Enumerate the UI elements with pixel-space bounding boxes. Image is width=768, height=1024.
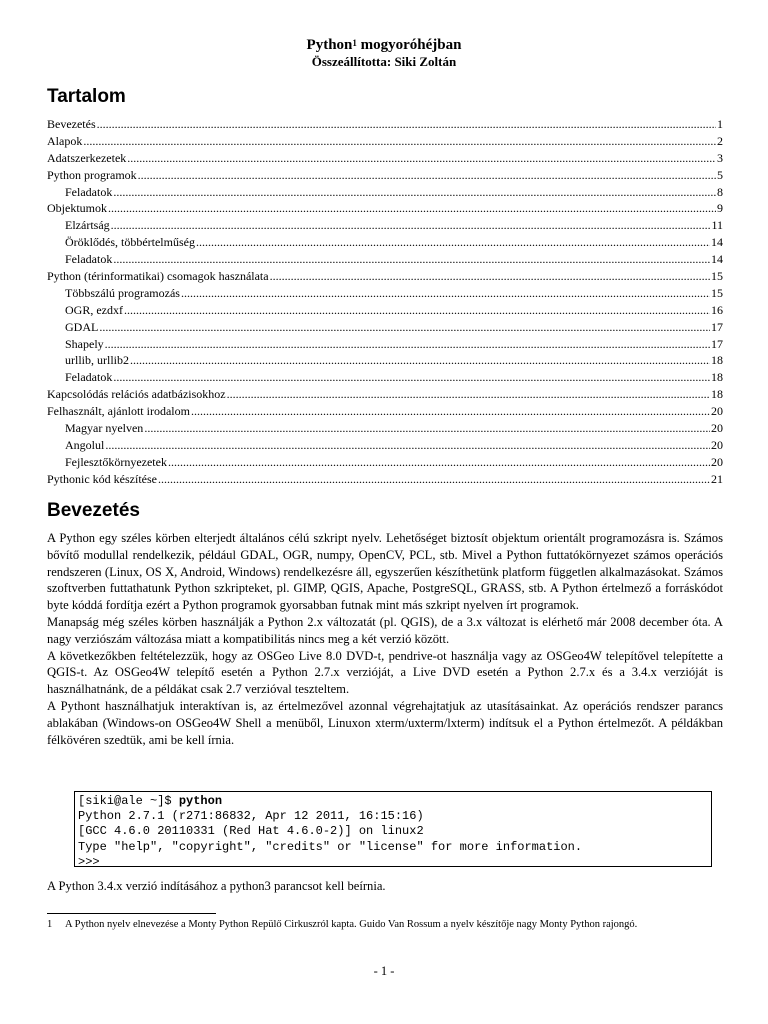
toc-entry-label: urllib, urllib2 bbox=[65, 353, 129, 368]
footnote-divider bbox=[47, 913, 216, 914]
footnote bbox=[47, 918, 723, 932]
toc-entry-label: Magyar nyelven bbox=[65, 421, 144, 436]
toc-entry-page: 16 bbox=[711, 302, 723, 317]
toc-entry-page: 15 bbox=[711, 269, 723, 284]
toc-entry-label: Feladatok bbox=[65, 184, 113, 199]
toc-entry-label: Feladatok bbox=[65, 370, 113, 385]
toc-entry-page: 20 bbox=[711, 437, 723, 452]
toc-entry-label: Fejlesztőkörnyezetek bbox=[65, 454, 167, 469]
toc-entry[interactable] bbox=[47, 386, 723, 403]
toc-dot-leader bbox=[158, 471, 710, 488]
code-line: Type "help", "copyright", "credits" or "license" for more information. bbox=[78, 839, 583, 854]
toc-entry-label: Feladatok bbox=[65, 252, 113, 267]
toc-dot-leader bbox=[113, 251, 710, 268]
intro-heading: Bevezetés bbox=[47, 500, 140, 521]
toc-dot-leader bbox=[227, 386, 710, 403]
table-of-contents bbox=[47, 116, 723, 488]
toc-entry[interactable] bbox=[47, 133, 723, 150]
toc-entry-page: 14 bbox=[711, 235, 723, 250]
toc-entry-label: Python programok bbox=[47, 167, 137, 182]
toc-entry-label: Többszálú programozás bbox=[65, 285, 180, 300]
toc-entry-page: 20 bbox=[711, 454, 723, 469]
toc-entry-label: OGR, ezdxf bbox=[65, 302, 123, 317]
toc-dot-leader bbox=[113, 184, 716, 201]
toc-dot-leader bbox=[105, 336, 710, 353]
toc-entry[interactable] bbox=[47, 217, 723, 234]
toc-dot-leader bbox=[130, 352, 710, 369]
toc-entry[interactable] bbox=[47, 200, 723, 217]
toc-entry-page: 18 bbox=[711, 370, 723, 385]
toc-dot-leader bbox=[105, 437, 710, 454]
toc-entry-page: 20 bbox=[711, 404, 723, 419]
toc-entry-label: Felhasznált, ajánlott irodalom bbox=[47, 404, 190, 419]
footnote-text: A Python nyelv elnevezése a Monty Python Repülő Cirkuszról kapta. Guido Van Rossum a nyelv készítője nagy Monty Python rajongó. bbox=[65, 919, 638, 930]
toc-entry-page: 2 bbox=[717, 133, 723, 148]
toc-dot-leader bbox=[168, 454, 710, 471]
toc-dot-leader bbox=[270, 268, 710, 285]
toc-dot-leader bbox=[124, 302, 710, 319]
toc-entry-label: Adatszerkezetek bbox=[47, 150, 127, 165]
toc-entry-page: 11 bbox=[711, 218, 723, 233]
toc-dot-leader bbox=[97, 116, 716, 133]
footnote-mark[interactable]: 1 bbox=[352, 38, 357, 48]
toc-entry[interactable] bbox=[47, 251, 723, 268]
toc-entry[interactable] bbox=[47, 454, 723, 471]
toc-entry-label: Python (térinformatikai) csomagok használata bbox=[47, 269, 269, 284]
shell-prompt: [siki@ale ~]$ bbox=[78, 794, 179, 808]
toc-entry-page: 17 bbox=[711, 336, 723, 351]
code-line: >>> bbox=[78, 854, 100, 869]
toc-entry[interactable] bbox=[47, 437, 723, 454]
toc-entry[interactable] bbox=[47, 471, 723, 488]
code-block bbox=[74, 791, 712, 867]
title-text: Python bbox=[306, 37, 353, 53]
paragraph: A Pythont használhatjuk interaktívan is, az értelmezővel azonnal végrehajtatjuk az utasításainkat. Az operációs rendszer parancs ablakában (Windows-on OSGeo4W Shell a menüből, Linuxon xterm/uxterm/lxterm) indítsuk el a Python értelmezőt. A példákban félkövéren szedtük, ami be kell írnia. bbox=[47, 698, 723, 747]
toc-dot-leader bbox=[111, 217, 711, 234]
toc-entry[interactable] bbox=[47, 184, 723, 201]
toc-dot-leader bbox=[144, 420, 710, 437]
toc-entry-label: Pythonic kód készítése bbox=[47, 471, 157, 486]
toc-dot-leader bbox=[181, 285, 710, 302]
toc-entry[interactable] bbox=[47, 268, 723, 285]
toc-dot-leader bbox=[99, 319, 710, 336]
toc-entry[interactable] bbox=[47, 352, 723, 369]
toc-entry-page: 5 bbox=[717, 167, 723, 182]
toc-dot-leader bbox=[138, 167, 716, 184]
paragraph: A Python 3.4.x verzió indításához a python3 parancsot kell beírnia. bbox=[47, 879, 386, 893]
toc-entry-page: 15 bbox=[711, 285, 723, 300]
intro-section bbox=[47, 530, 723, 748]
toc-entry-page: 18 bbox=[711, 353, 723, 368]
toc-heading: Tartalom bbox=[47, 86, 126, 107]
toc-entry-page: 3 bbox=[717, 150, 723, 165]
toc-entry-page: 14 bbox=[711, 252, 723, 267]
toc-entry[interactable] bbox=[47, 302, 723, 319]
toc-dot-leader bbox=[196, 234, 710, 251]
code-line: [GCC 4.6.0 20110331 (Red Hat 4.6.0-2)] on linux2 bbox=[78, 824, 424, 839]
after-code-paragraph bbox=[47, 878, 723, 895]
toc-entry[interactable] bbox=[47, 369, 723, 386]
paragraph: A következőkben feltételezzük, hogy az OSGeo Live 8.0 DVD-t, pendrive-ot használja vagy az OSGeo4W telepítővel telepítette a QGIS-t. Az OSGeo4W telepítő esetén a Python 2.7.x verzióját, a Live DVD esetén a Python 2.7.x és a 3.4.x verzióját is használhatnánk, de a példákat csak 2.7 verzióval teszteltem. bbox=[47, 648, 723, 697]
toc-entry-label: Bevezetés bbox=[47, 117, 96, 131]
toc-entry-page: 17 bbox=[711, 319, 723, 334]
toc-entry-page: 9 bbox=[717, 201, 723, 216]
toc-entry-label: Kapcsolódás relációs adatbázisokhoz bbox=[47, 387, 226, 402]
toc-dot-leader bbox=[127, 150, 716, 167]
toc-entry[interactable] bbox=[47, 167, 723, 184]
toc-entry-label: Shapely bbox=[65, 336, 104, 351]
toc-entry[interactable] bbox=[47, 150, 723, 167]
toc-entry-label: GDAL bbox=[65, 319, 99, 334]
toc-entry-page: 20 bbox=[711, 421, 723, 436]
code-line bbox=[78, 794, 708, 809]
footnote-number: 1 bbox=[47, 919, 53, 930]
toc-entry[interactable] bbox=[47, 234, 723, 251]
toc-entry-label: Objektumok bbox=[47, 201, 107, 216]
toc-entry[interactable] bbox=[47, 116, 723, 133]
page-number: - 1 - bbox=[373, 964, 395, 978]
paragraph: A Python egy széles körben elterjedt általános célú szkript nyelv. Lehetőséget biztosít objektum orientált programozásra is. Számos bővítő modullal rendelkezik, például GDAL, OGR, numpy, OpenCV, PCL, stb. Mivel a Python futtatókörnyezet számos operációs rendszeren (Linux, OS X, Android, Windows) rendelkezésre áll, egyszerűen készíthetünk platform független alkalmazásokat. Számos szoftverben futtathatunk Python szkripteket, pl. GIMP, QGIS, Apache, PostgreSQL, GRASS, stb. A Python értelmező a forráskódot byte kóddá fordítja ezért a Python programok gyorsabban futnak mint más szkript nyelven írt programok. bbox=[47, 531, 723, 613]
toc-entry-page: 18 bbox=[711, 387, 723, 402]
paragraph: Manapság még széles körben használják a Python 2.x változatát (pl. QGIS), de a 3.x változat is elérhető már 2008 december óta. A nagy verziószám változása miatt a kompatibilitás nincs meg a két verzió között. bbox=[47, 614, 723, 646]
document-title: Python$^1$ mogyoróhéjban bbox=[306, 37, 462, 53]
shell-command: python bbox=[178, 794, 223, 808]
toc-entry-page: 21 bbox=[711, 471, 723, 486]
toc-entry[interactable] bbox=[47, 403, 723, 420]
toc-entry-label: Öröklődés, többértelműség bbox=[65, 235, 195, 250]
toc-entry-label: Alapok bbox=[47, 133, 83, 148]
toc-dot-leader bbox=[113, 369, 710, 386]
toc-entry-label: Angolul bbox=[65, 437, 105, 452]
code-line: Python 2.7.1 (r271:86832, Apr 12 2011, 16:15:16) bbox=[78, 809, 424, 824]
toc-entry-page: 8 bbox=[717, 184, 723, 199]
toc-entry[interactable] bbox=[47, 285, 723, 302]
document-subtitle: Összeállította: Siki Zoltán bbox=[311, 54, 457, 69]
toc-dot-leader bbox=[83, 133, 716, 150]
toc-dot-leader bbox=[108, 200, 716, 217]
toc-entry[interactable] bbox=[47, 420, 723, 437]
toc-entry-page: 1 bbox=[717, 117, 723, 131]
toc-dot-leader bbox=[191, 403, 710, 420]
toc-entry[interactable] bbox=[47, 319, 723, 336]
toc-entry-label: Elzártság bbox=[65, 218, 110, 233]
toc-entry[interactable] bbox=[47, 336, 723, 353]
